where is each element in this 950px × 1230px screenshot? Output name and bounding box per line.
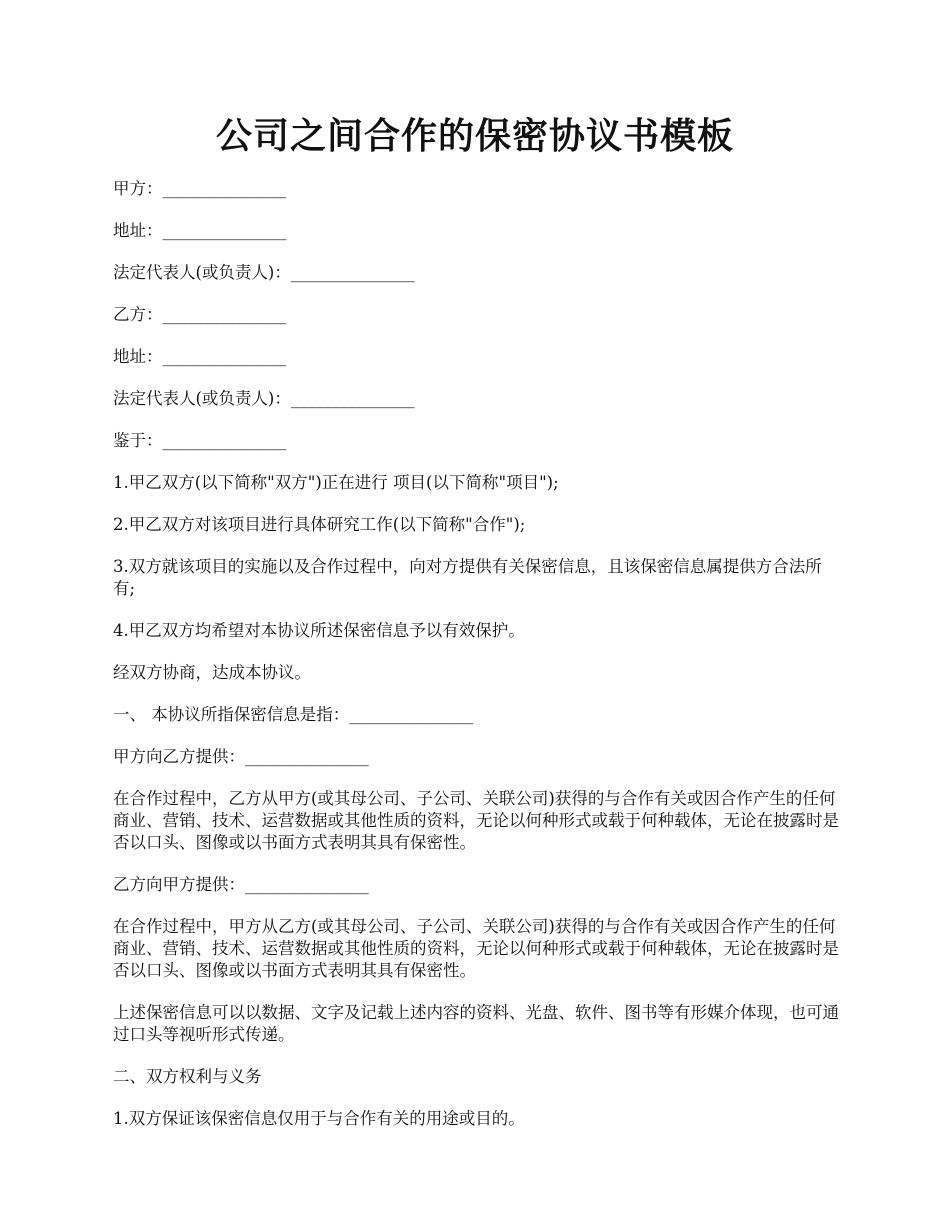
document-body bbox=[113, 178, 841, 1150]
party-a-address-line bbox=[113, 220, 841, 242]
party-b-label: 乙方： bbox=[113, 305, 163, 324]
party-a-address-label: 地址： bbox=[113, 221, 163, 240]
recital-2: 2.甲乙双方对该项目进行具体研究工作(以下简称"合作"); bbox=[113, 515, 526, 534]
party-b-provides-label: 乙方向甲方提供： bbox=[113, 875, 245, 894]
info-forms-paragraph: 上述保密信息可以以数据、文字及记载上述内容的资料、光盘、软件、图书等有形媒介体现，也可通过口头等视听形式传递。 bbox=[113, 1003, 839, 1044]
document-title: 公司之间合作的保密协议书模板 bbox=[215, 115, 734, 157]
party-b-provides-line bbox=[113, 874, 841, 896]
party-b-representative-line bbox=[113, 388, 841, 410]
party-b-address-blank: _______________ bbox=[162, 347, 287, 366]
party-a-provides-line bbox=[113, 746, 841, 768]
agreement-statement: 经双方协商，达成本协议。 bbox=[113, 663, 311, 682]
party-a-provides-blank: _______________ bbox=[245, 747, 369, 766]
whereas-blank: _______________ bbox=[162, 431, 287, 450]
party-a-representative-label: 法定代表人(或负责人)： bbox=[113, 263, 291, 282]
party-a-info-definition: 在合作过程中，乙方从甲方(或其母公司、子公司、关联公司)获得的与合作有关或因合作产生的任何商业、营销、技术、运营数据或其他性质的资料，无论以何种形式或载于何种载体，无论在披露时是否以口头、图像或以书面方式表明其具有保密性。 bbox=[113, 789, 839, 852]
whereas-line bbox=[113, 430, 841, 452]
party-a-representative-blank: _______________ bbox=[290, 263, 415, 282]
party-b-address-line bbox=[113, 346, 841, 368]
recital-4: 4.甲乙双方均希望对本协议所述保密信息予以有效保护。 bbox=[113, 621, 525, 640]
party-b-representative-label: 法定代表人(或负责人)： bbox=[113, 389, 291, 408]
party-a-representative-line bbox=[113, 262, 841, 284]
party-b-provides-blank: _______________ bbox=[245, 875, 369, 894]
section-1-label: 一、 本协议所指保密信息是指： bbox=[113, 705, 350, 724]
party-b-info-definition: 在合作过程中，甲方从乙方(或其母公司、子公司、关联公司)获得的与合作有关或因合作产生的任何商业、营销、技术、运营数据或其他性质的资料，无论以何种形式或载于何种载体，无论在披露时是否以口头、图像或以书面方式表明其具有保密性。 bbox=[113, 917, 839, 980]
party-b-address-label: 地址： bbox=[113, 347, 163, 366]
party-a-address-blank: _______________ bbox=[162, 221, 287, 240]
section-2-heading: 二、双方权利与义务 bbox=[113, 1067, 262, 1086]
party-b-blank: _______________ bbox=[162, 305, 287, 324]
whereas-label: 鉴于： bbox=[113, 431, 163, 450]
party-a-label: 甲方： bbox=[113, 179, 163, 198]
section-1-blank: _______________ bbox=[349, 705, 473, 724]
party-a-provides-label: 甲方向乙方提供： bbox=[113, 747, 245, 766]
party-a-line bbox=[113, 178, 841, 200]
recital-1: 1.甲乙双方(以下简称"双方")正在进行 项目(以下简称"项目"); bbox=[113, 473, 559, 492]
recital-3: 3.双方就该项目的实施以及合作过程中，向对方提供有关保密信息，且该保密信息属提供方合法所有; bbox=[113, 557, 822, 598]
party-b-representative-blank: _______________ bbox=[290, 389, 415, 408]
section-1-heading bbox=[113, 704, 841, 726]
party-a-blank: _______________ bbox=[162, 179, 287, 198]
section-2-clause-1: 1.双方保证该保密信息仅用于与合作有关的用途或目的。 bbox=[113, 1109, 525, 1128]
party-b-line bbox=[113, 304, 841, 326]
